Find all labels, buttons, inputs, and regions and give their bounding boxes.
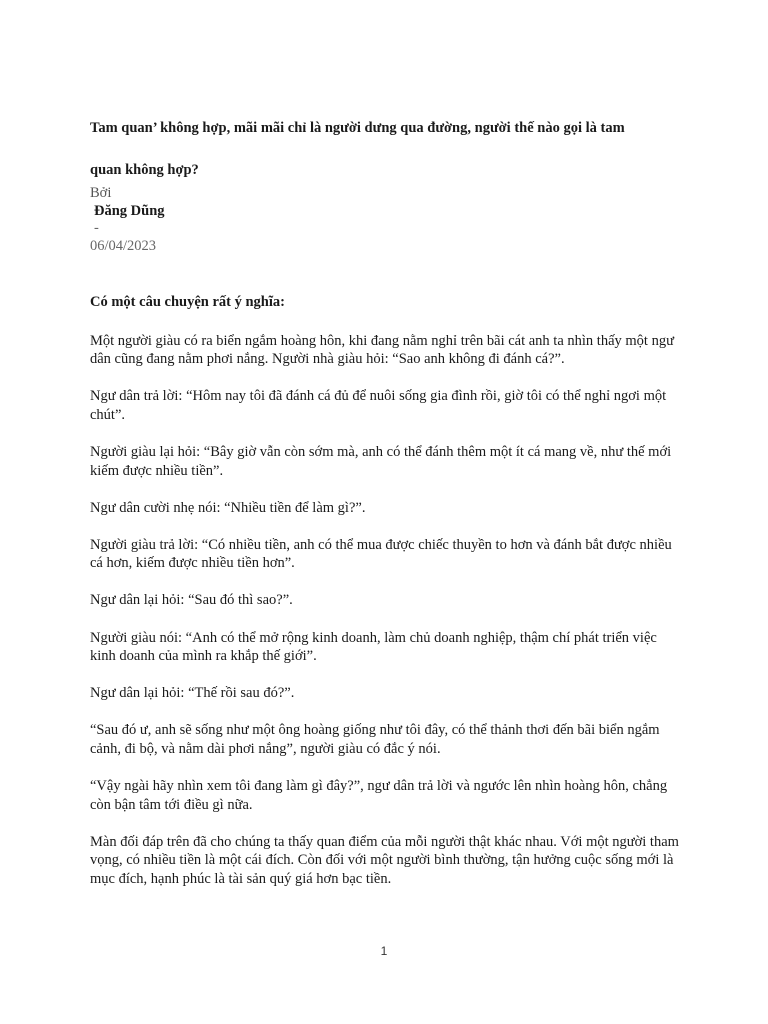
author-name[interactable]: Đăng Dũng: [94, 202, 165, 219]
paragraph: Màn đối đáp trên đã cho chúng ta thấy quan điểm của mỗi người thật khác nhau. Với một người tham vọng, có nhiều tiền là một cái đích. Còn đối với một người bình thường, tận hưởng cuộc sống mới là mục đích, hạnh phúc là tài sản quý giá hơn bạc tiền.: [90, 833, 679, 887]
paragraph: Một người giàu có ra biển ngắm hoàng hôn, khi đang nằm nghỉ trên bãi cát anh ta nhìn thấy một ngư dân cũng đang nằm phơi nắng. Người nhà giàu hỏi: “Sao anh không đi đánh cá?”.: [90, 332, 674, 368]
paragraph: Ngư dân lại hỏi: “Sau đó thì sao?”.: [90, 592, 293, 609]
article-title: [90, 107, 680, 191]
paragraph: Người giàu lại hỏi: “Bây giờ vẫn còn sớm mà, anh có thể đánh thêm một ít cá mang về, như thế mới kiếm được nhiều tiền”.: [90, 443, 672, 479]
page-number: 1: [380, 944, 388, 958]
paragraph: Ngư dân cười nhẹ nói: “Nhiều tiền để làm gì?”.: [90, 499, 366, 516]
paragraph: “Sau đó ư, anh sẽ sống như một ông hoàng giống như tôi đây, có thể thảnh thơi đến bãi biển ngắm cảnh, đi bộ, và nằm dài phơi nắng”, người giàu có đắc ý nói.: [90, 722, 660, 757]
title-line-2: quan không hợp?: [90, 162, 199, 178]
by-label: Bởi: [90, 185, 112, 201]
article-body: [90, 293, 680, 907]
section-heading: Có một câu chuyện rất ý nghĩa:: [90, 294, 285, 310]
paragraph: Ngư dân lại hỏi: “Thế rồi sau đó?”.: [90, 685, 295, 702]
paragraph: Người giàu trả lời: “Có nhiều tiền, anh có thể mua được chiếc thuyền to hơn và đánh bắt được nhiều cá hơn, kiếm được nhiều tiền hơn”.: [90, 536, 672, 572]
title-line-1: Tam quan’ không hợp, mãi mãi chỉ là người dưng qua đường, người thế nào gọi là tam: [90, 120, 625, 136]
paragraph: “Vậy ngài hãy nhìn xem tôi đang làm gì đây?”, ngư dân trả lời và ngước lên nhìn hoàng hôn, chẳng còn bận tâm tới điều gì nữa.: [90, 778, 668, 813]
paragraph: Ngư dân trả lời: “Hôm nay tôi đã đánh cá đủ để nuôi sống gia đình rồi, giờ tôi có thể nghỉ ngơi một chút”.: [90, 388, 667, 423]
publish-date: 06/04/2023: [90, 237, 157, 254]
paragraph: Người giàu nói: “Anh có thể mở rộng kinh doanh, làm chủ doanh nghiệp, thậm chí phát triển việc kinh doanh của mình ra khắp thế giới”.: [90, 629, 657, 665]
byline-separator: -: [94, 220, 99, 236]
byline: [90, 185, 165, 255]
